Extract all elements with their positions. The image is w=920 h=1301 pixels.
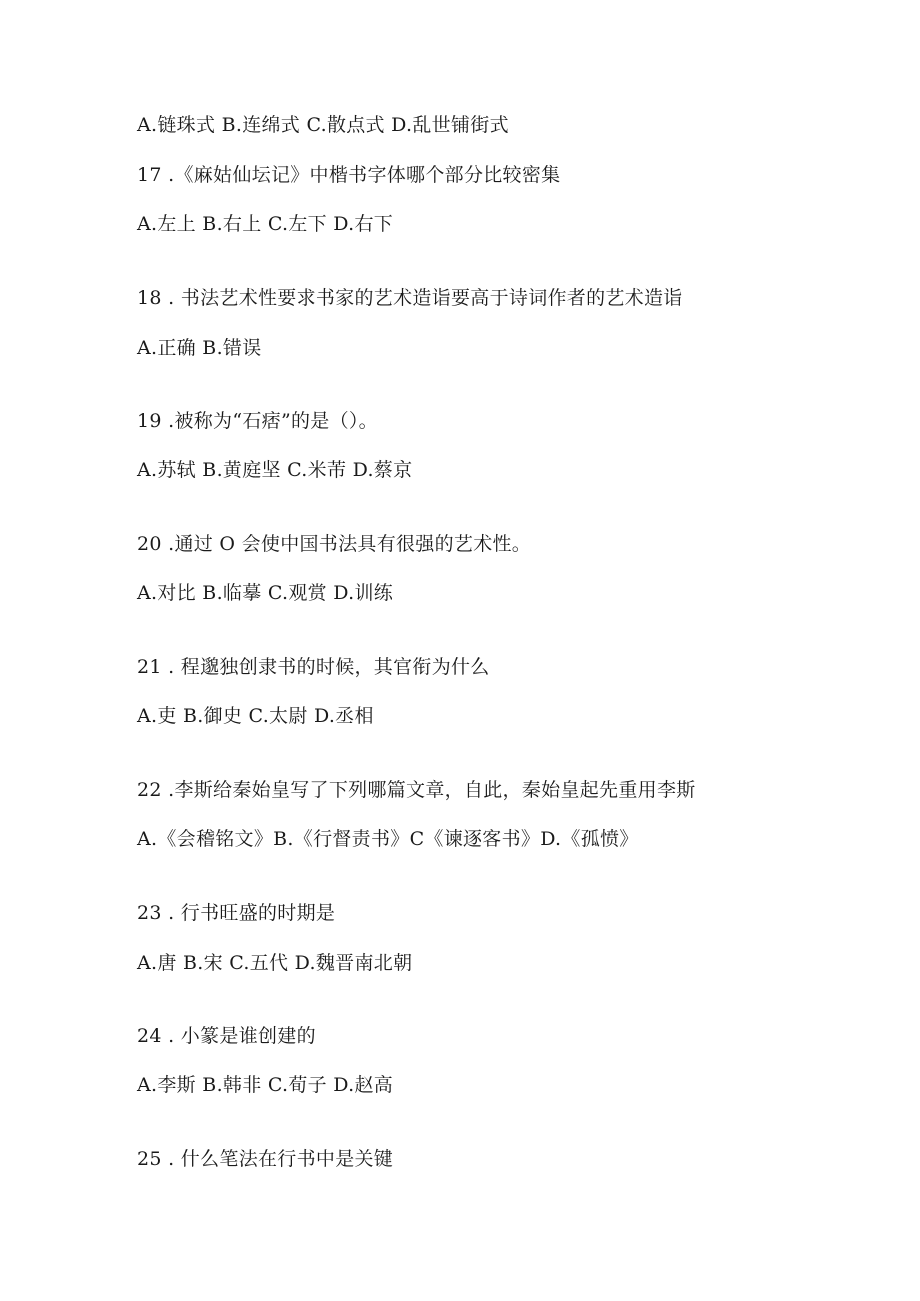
answer-options-22: A.《会稽铭文》B.《行督责书》C《谏逐客书》D.《孤愤》	[137, 828, 639, 850]
answer-options-19: A.苏轼 B.黄庭坚 C.米芾 D.蔡京	[137, 459, 413, 481]
answer-options-21: A.吏 B.御史 C.太尉 D.丞相	[137, 705, 374, 727]
question-18: 18 . 书法艺术性要求书家的艺术造诣要高于诗词作者的艺术造诣	[137, 287, 683, 309]
answer-options-20: A.对比 B.临摹 C.观赏 D.训练	[137, 582, 394, 604]
question-22: 22 .李斯给秦始皇写了下列哪篇文章，自此，秦始皇起先重用李斯	[137, 779, 696, 801]
question-24: 24 . 小篆是谁创建的	[137, 1025, 316, 1047]
question-20: 20 .通过 O 会使中国书法具有很强的艺术性。	[137, 533, 532, 555]
answer-options-17: A.左上 B.右上 C.左下 D.右下	[137, 213, 394, 235]
question-19: 19 .被称为“石痞”的是（）。	[137, 410, 378, 432]
question-21: 21 . 程邈独创隶书的时候，其官衔为什么	[137, 656, 490, 678]
question-25: 25 . 什么笔法在行书中是关键	[137, 1148, 394, 1170]
answer-options-16: A.链珠式 B.连绵式 C.散点式 D.乱世铺街式	[137, 114, 509, 136]
question-23: 23 . 行书旺盛的时期是	[137, 902, 336, 924]
answer-options-18: A.正确 B.错误	[137, 337, 262, 359]
answer-options-23: A.唐 B.宋 C.五代 D.魏晋南北朝	[137, 952, 413, 974]
question-17: 17 .《麻姑仙坛记》中楷书字体哪个部分比较密集	[137, 164, 561, 186]
answer-options-24: A.李斯 B.韩非 C.荀子 D.赵高	[137, 1074, 394, 1096]
